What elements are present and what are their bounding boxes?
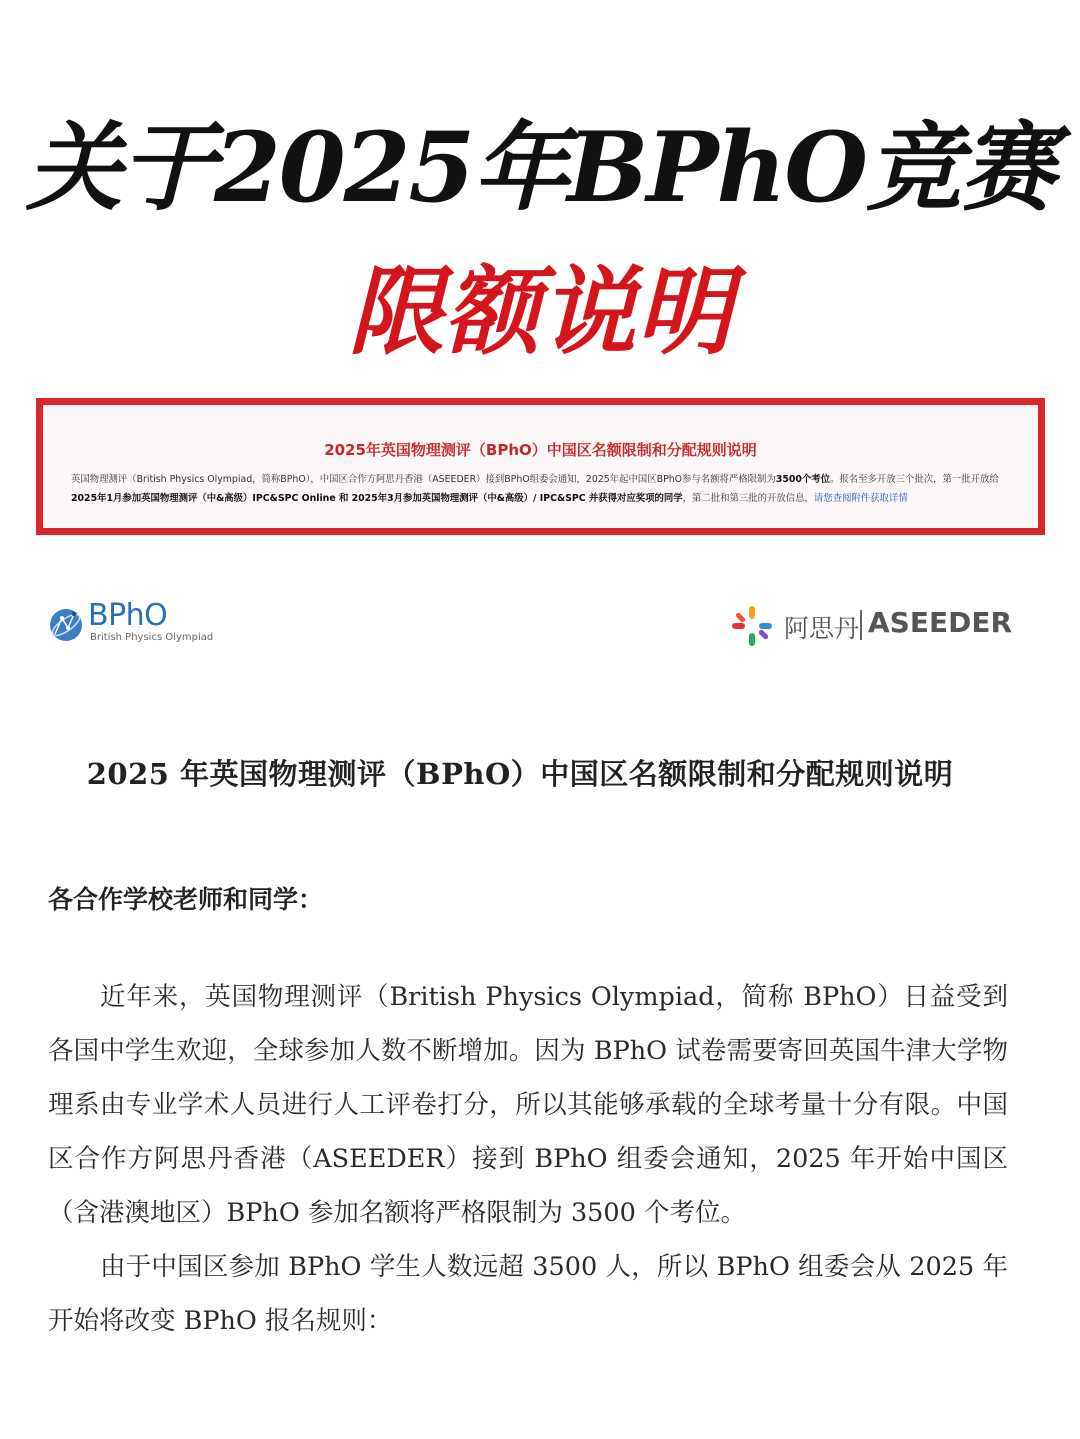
bpho-logo-tagline: British Physics Olympiad	[90, 632, 214, 643]
aseeder-logo	[730, 604, 1013, 648]
aseeder-logo-divider	[860, 610, 862, 640]
document-title: 2025 年英国物理测评（BPhO）中国区名额限制和分配规则说明	[86, 757, 954, 791]
aseeder-logo-cn: 阿思丹	[784, 614, 860, 643]
notice-text-1: 英国物理测评（British Physics Olympiad，简称BPhO），中国区合作方阿思丹香港（ASEEDER）接到BPhO组委会通知，2025年起中国区BPhO参与名额将严格限制为	[71, 474, 776, 485]
document-paragraph-1: 近年来，英国物理测评（British Physics Olympiad，简称 BPhO）日益受到各国中学生欢迎，全球参加人数不断增加。因为 BPhO 试卷需要寄回英国牛津大学物理系由专业学术人员进行人工评卷打分，所以其能够承载的全球考量十分有限。中国区合作方阿思丹香港（ASEEDER）接到 BPhO 组委会通知，2025 年开始中国区（含港澳地区）BPhO 参加名额将严格限制为 3500 个考位。	[48, 982, 1008, 1228]
notice-body	[71, 470, 1010, 508]
notice-bold-2: 2025年1月参加英国物理测评（中&高级）IPC&SPC Online 和 2025年3月参加英国物理测评（中&高级）/ IPC&SPC 并获得对应奖项的同学	[71, 493, 683, 504]
headline-subtitle: 限额说明	[348, 255, 732, 368]
aseeder-spark-icon	[730, 604, 774, 648]
headline-title: 关于2025年BPhO竞赛	[26, 111, 1054, 224]
notice-box	[36, 398, 1045, 535]
notice-attachment-link[interactable]: 请您查阅附件获取详情	[813, 493, 908, 504]
bpho-logo-name: BPhO	[88, 598, 168, 633]
document-salutation: 各合作学校老师和同学：	[48, 885, 324, 914]
notice-text-3: ，第二批和第三批的开放信息，	[682, 493, 814, 504]
document-paragraph-2: 由于中国区参加 BPhO 学生人数远超 3500 人，所以 BPhO 组委会从 2025 年开始将改变 BPhO 报名规则：	[48, 1252, 1008, 1336]
notice-text-2: 。报名至多开放三个批次，第一批开放给	[830, 474, 999, 485]
aseeder-logo-en: ASEEDER	[868, 606, 1013, 639]
bpho-globe-icon	[46, 604, 86, 644]
notice-title: 2025年英国物理测评（BPhO）中国区名额限制和分配规则说明	[324, 441, 757, 459]
notice-bold-1: 3500个考位	[775, 474, 831, 485]
bpho-logo	[46, 600, 226, 650]
